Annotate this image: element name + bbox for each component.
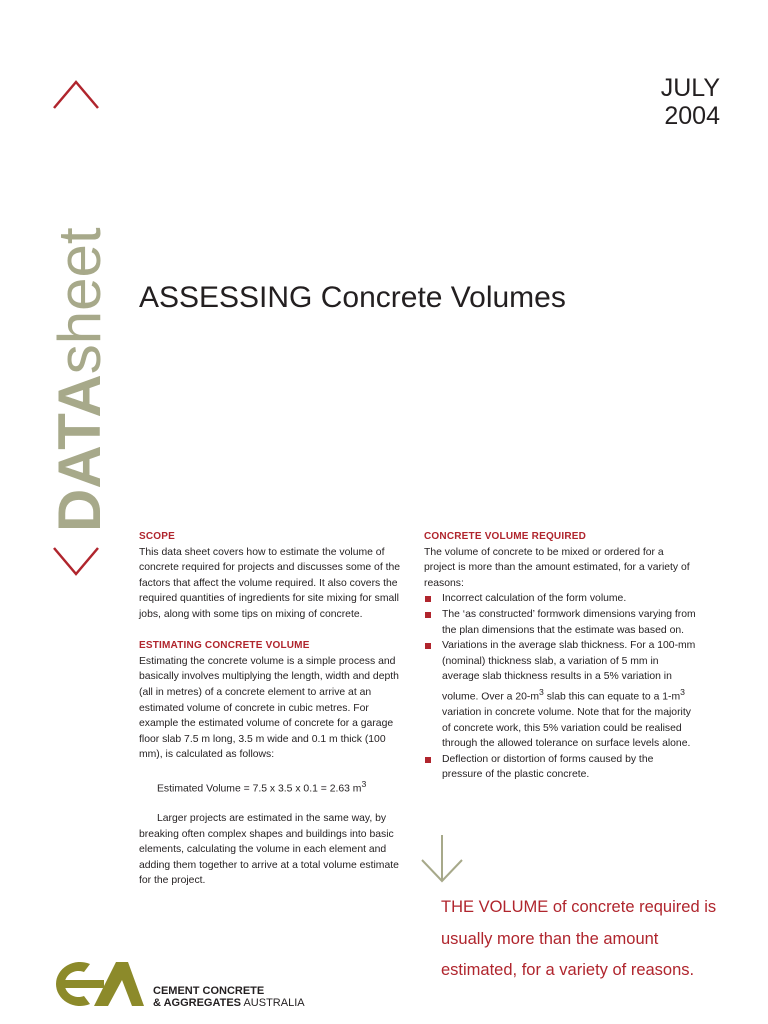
issue-date — [600, 74, 720, 130]
list-item — [424, 591, 696, 607]
bullet-sup: 3 — [539, 686, 544, 697]
reasons-list — [424, 591, 696, 783]
logo-line-2 — [153, 997, 305, 1009]
bullet-square-icon — [425, 612, 431, 618]
bullet-text: slab this can equate to a 1-m — [543, 691, 681, 703]
page-title: ASSESSING Concrete Volumes — [139, 281, 566, 314]
pull-quote — [441, 892, 731, 987]
right-column — [424, 529, 696, 783]
bullet-square-icon — [425, 757, 431, 763]
logo-line-2-rest: AUSTRALIA — [241, 997, 305, 1009]
bullet-text: Variations in the average slab thickness. For a 100-mm (nominal) thickness slab, a variation of 5 mm in average slab thickness results in a 5% variation in volume. Over a 20-m — [442, 640, 696, 703]
volume-formula — [157, 777, 401, 797]
pull-quote-rest: of concrete required is usually more than the amount estimated, for a variety of reasons. — [441, 898, 717, 979]
logo-line-2-bold: & AGGREGATES — [153, 997, 242, 1009]
estimating-text-2: Larger projects are estimated in the same way, by breaking often complex shapes and buildings into basic elements, calculating the volume in each element and adding them together to arrive at a total volume estimate for the project. — [139, 812, 399, 887]
banner-text — [46, 227, 113, 532]
bullet-square-icon — [425, 596, 431, 602]
estimating-heading: ESTIMATING CONCRETE VOLUME — [139, 640, 310, 652]
arrow-down-icon — [420, 835, 464, 883]
bullet-sup: 3 — [680, 686, 685, 697]
formula-sup: 3 — [361, 778, 367, 789]
chevron-up-icon — [54, 82, 98, 108]
list-item — [424, 752, 696, 783]
bullet-text: Incorrect calculation of the form volume. — [442, 593, 627, 605]
bullet-square-icon — [425, 643, 431, 649]
bullet-text: Deflection or distortion of forms caused by the pressure of the plastic concrete. — [442, 753, 654, 781]
bullet-text: The ‘as constructed’ formwork dimensions varying from the plan dimensions that the estimate was based on. — [442, 608, 696, 636]
estimating-text: Estimating the concrete volume is a simple process and basically involves multiplying the length, width and depth (all in metres) of a concrete element to arrive at an estimated volume of concrete in cubic metres. For example the estimated volume of concrete for a garage floor slab 7.5 m long, 3.5 m wide and 0.1 m thick (100 mm), is calculated as follows: — [139, 655, 399, 761]
banner-bold: DATA — [46, 374, 113, 532]
required-intro: The volume of concrete to be mixed or ordered for a project is more than the amount estimated, for a variety of reasons: — [424, 546, 690, 589]
chevron-down-icon — [54, 548, 98, 574]
date-month: JULY — [660, 74, 720, 102]
ccaa-logo-mark-icon — [46, 958, 146, 1010]
list-item — [424, 607, 696, 638]
logo-wordmark — [153, 985, 305, 1009]
logo-line-1: CEMENT CONCRETE — [153, 985, 265, 997]
required-heading: CONCRETE VOLUME REQUIRED — [424, 531, 587, 542]
scope-heading: SCOPE — [139, 531, 176, 542]
pull-quote-lead: THE VOLUME — [441, 898, 549, 916]
ccaa-logo — [46, 958, 336, 1010]
scope-text: This data sheet covers how to estimate the volume of concrete required for projects and discusses some of the factors that affect the volume required. It also covers the required quantities of ingredients for site mixing for small jobs, along with some tips on mixing of concrete. — [139, 546, 401, 620]
banner-light: sheet — [46, 227, 113, 375]
bullet-text: variation in concrete volume. Note that for the majority of concrete work, this 5% variation could be realised through the allowed tolerance on surface levels alone. — [442, 707, 691, 750]
date-year: 2004 — [664, 102, 720, 130]
left-column — [139, 529, 401, 889]
datasheet-banner — [46, 74, 113, 584]
list-item — [424, 638, 696, 752]
formula-text: Estimated Volume = 7.5 x 3.5 x 0.1 = 2.63 m — [157, 783, 362, 795]
